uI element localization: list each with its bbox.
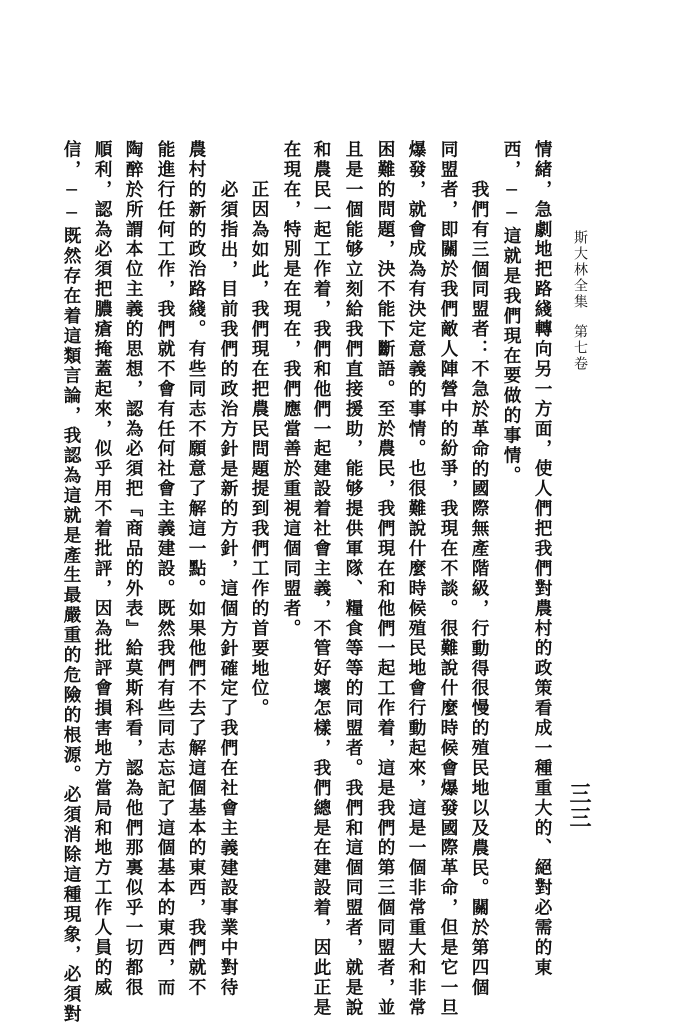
text-column-1: 情緒，急劇地把路綫轉向另一方面，使人們把我們對農村的政策看成一種重大的、絕對必需的東 [532, 140, 553, 978]
text-column-6: 困難的問題，決不能下斷語。至於農民，我們現在和他們一起工作着，這是我們的第三個同盟者，並 [375, 140, 396, 1018]
text-column-4: 同盟者，即關於我們敵人陣營中的紛爭，我現在不談。很難說什麼時候會爆發國際革命，但是它一旦 [438, 140, 459, 1018]
book-title: 斯大林全集 [572, 230, 588, 310]
text-column-5: 爆發，就會成為有決定意義的事情。也很難說什麼時候殖民地會行動起來，這是一個非常重大和非常 [406, 140, 427, 1018]
text-column-16: 信，──既然存在着這類言論，我認為這就是產生最嚴重的危險的根源。必須消除這種現象，必須對 [61, 140, 82, 1025]
text-column-2: 西，──這就是我們現在要做的事情。 [501, 140, 522, 486]
volume-label: 第七卷 [572, 324, 588, 372]
running-header [566, 230, 594, 372]
text-column-15: 順利，認為必須把膿瘡掩蓋起來，似乎用不着批評，因為批評會損害地方當局和地方工作人員的威 [92, 140, 113, 998]
text-column-7: 且是一個能够立刻給我們直接援助，能够提供軍隊、糧食等等的同盟者。我們和這個同盟者，就是說 [343, 140, 364, 1018]
text-column-10: 正因為如此，我們現在把農民問題提到我們工作的首要地位。 [249, 180, 270, 719]
text-column-11: 必須指出，目前我們的政治方針是新的方針，這個方針確定了我們在社會主義建設事業中對待 [218, 180, 239, 998]
text-column-14: 陶醉於所謂本位主義的思想，認為必須把『商品的外表』給莫斯科看，認為他們那裏似乎一切都很 [123, 140, 144, 998]
page-number: 三三 [566, 782, 592, 830]
text-column-12: 農村的新的政治路綫。有些同志不願意了解這一點。如果他們不去了解這個基本的東西，我們就不 [186, 140, 207, 998]
text-column-9: 在現在，特別是在現在，我們應當善於重視這個同盟者。 [281, 140, 302, 639]
text-column-3: 我們有三個同盟者：不急於革命的國際無產階級，行動得很慢的殖民地以及農民。關於第四個 [469, 180, 490, 998]
text-column-13: 能進行任何工作，我們就不會有任何社會主義建設。既然我們有些同志忘記了這個基本的東西，而 [155, 140, 176, 998]
text-column-8: 和農民一起工作着，我們和他們一起建設着社會主義，不管好壞怎樣，我們總是在建設着，因此正是 [311, 140, 332, 1018]
